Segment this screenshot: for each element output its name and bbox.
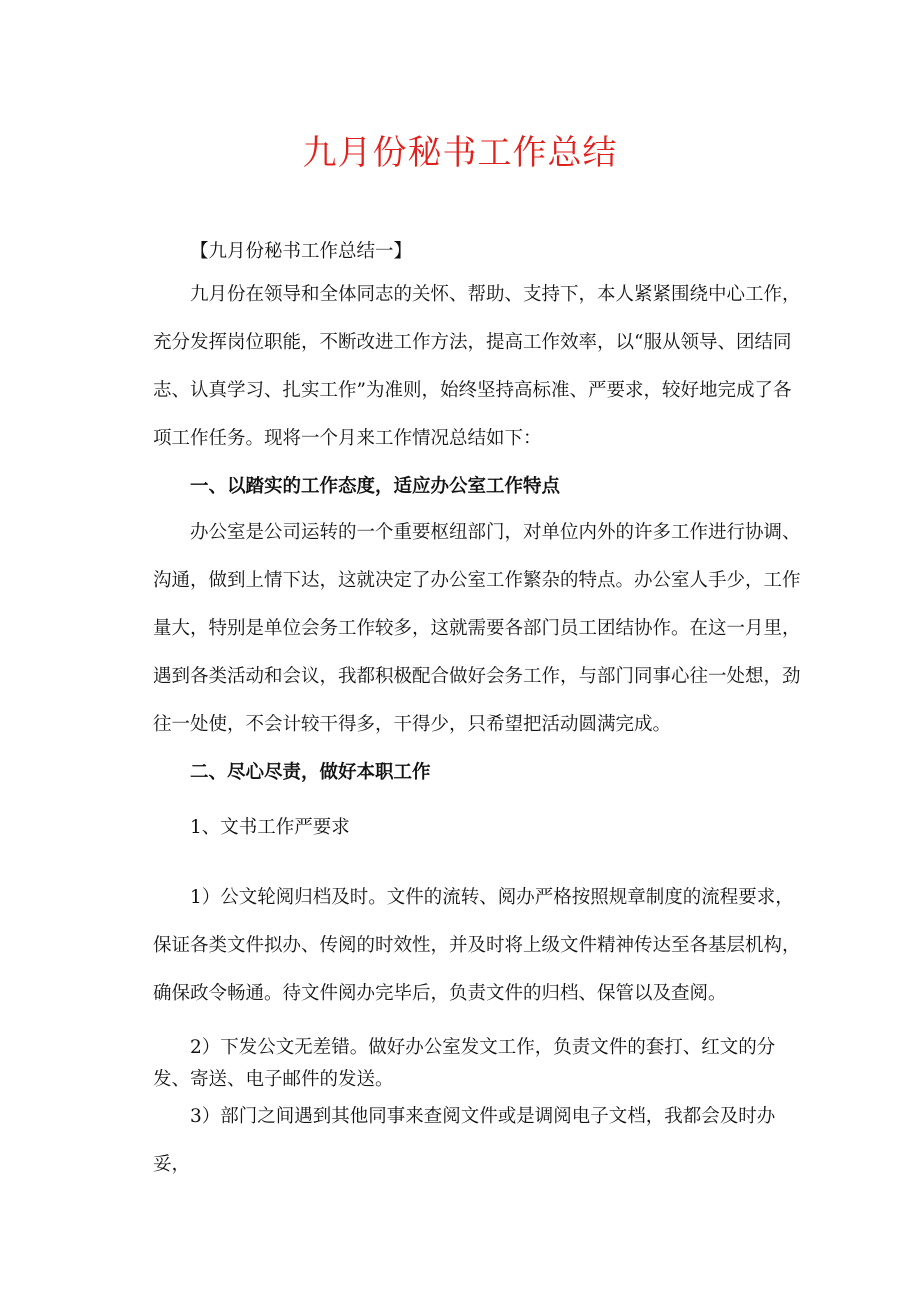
section-heading-2: 二、尽心尽责，做好本职工作 [190, 762, 431, 783]
list-item-3: 3）部门之间遇到其他同事来查阅文件或是调阅电子文档，我都会及时办妥， [153, 1106, 776, 1175]
list-item-2: 2）下发公文无差错。做好办公室发文工作，负责文件的套打、红文的分发、寄送、电子邮件的发送。 [153, 1037, 776, 1090]
paragraph-1: 办公室是公司运转的一个重要枢纽部门，对单位内外的许多工作进行协调、沟通，做到上情下达，这就决定了办公室工作繁杂的特点。办公室人手少，工作量大，特别是单位会务工作较多，这就需要各部门员工团结协作。在这一月里，遇到各类活动和会议，我都积极配合做好会务工作，与部门同事心往一处想，劲往一处使，不会计较干得多，干得少，只希望把活动圆满完成。 [153, 522, 801, 735]
list-item-1: 1）公文轮阅归档及时。文件的流转、阅办严格按照规章制度的流程要求，保证各类文件拟办、传阅的时效性，并及时将上级文件精神传达至各基层机构，确保政令畅通。待文件阅办完毕后，负责文件的归档、保管以及查阅。 [153, 887, 801, 1004]
section-label: 【九月份秘书工作总结一】 [190, 241, 413, 262]
document-title: 九月份秘书工作总结 [302, 133, 618, 173]
subsection-1: 1、文书工作严要求 [190, 817, 350, 838]
section-heading-1: 一、以踏实的工作态度，适应办公室工作特点 [190, 476, 561, 497]
intro-paragraph: 九月份在领导和全体同志的关怀、帮助、支持下，本人紧紧围绕中心工作，充分发挥岗位职能，不断改进工作方法，提高工作效率，以“服从领导、团结同志、认真学习、扎实工作”为准则，始终坚持高标准、严要求，较好地完成了各项工作任务。现将一个月来工作情况总结如下： [153, 284, 801, 449]
